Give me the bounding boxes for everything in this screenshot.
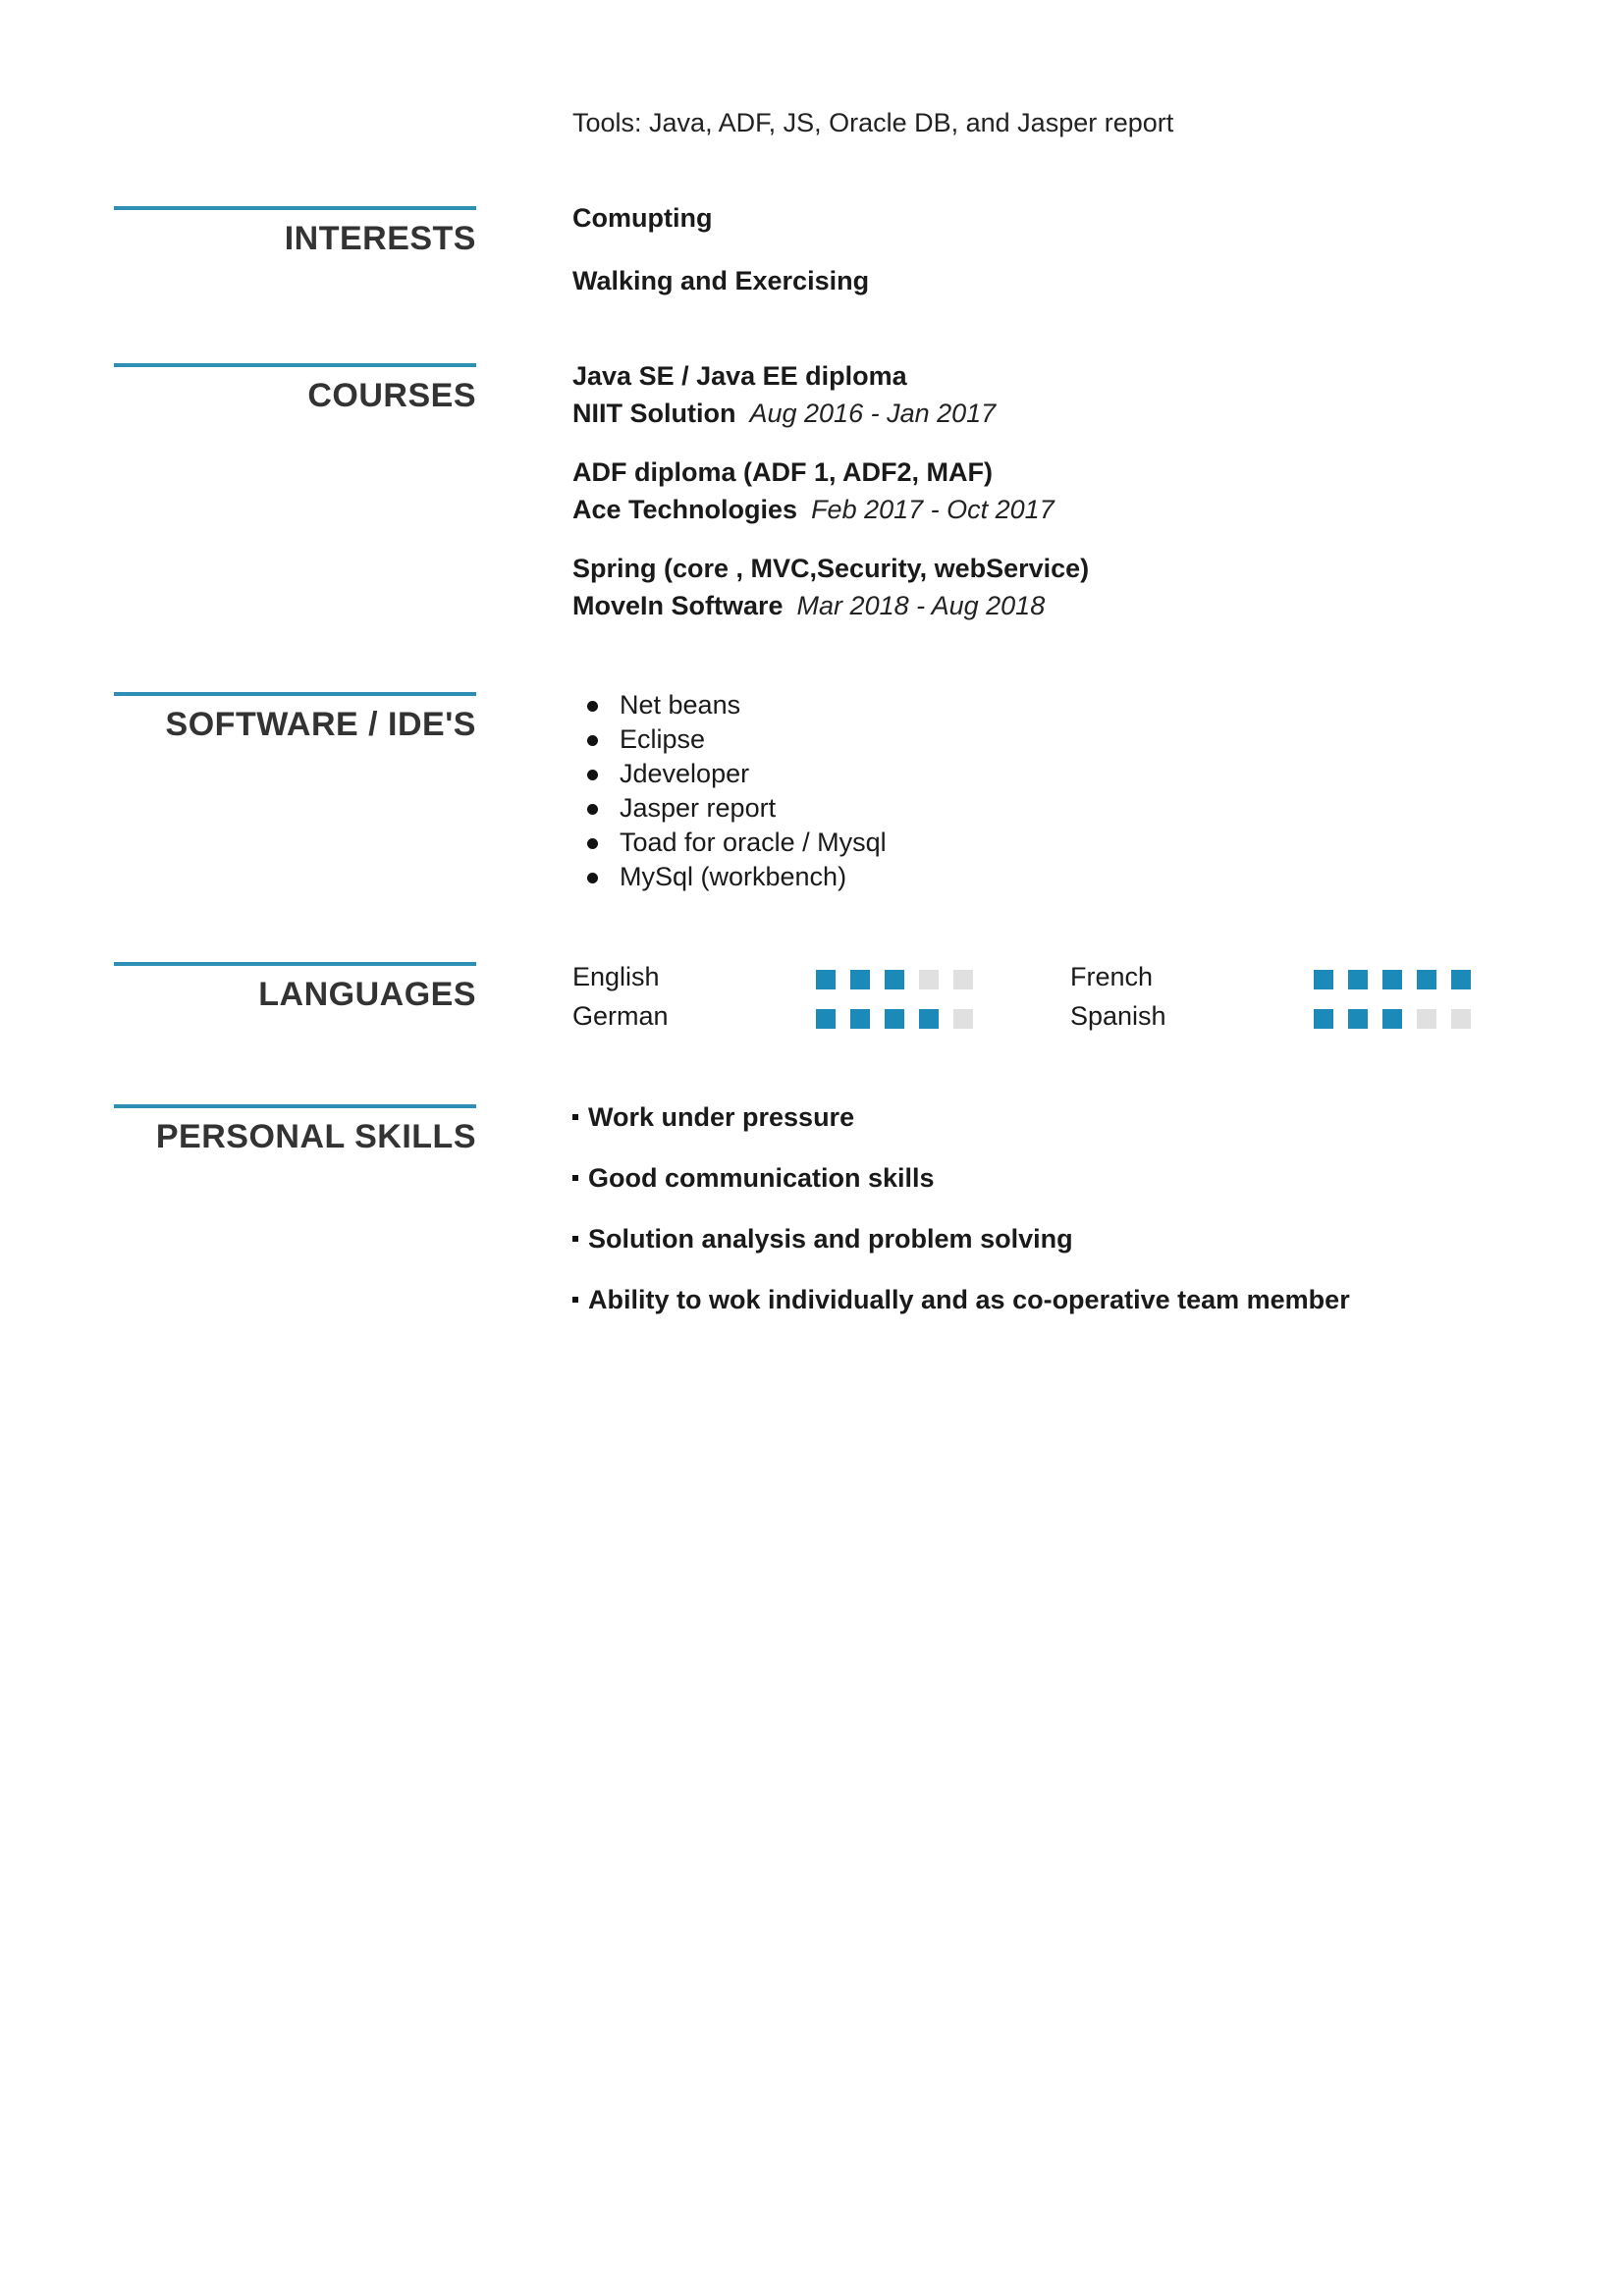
level-square-filled — [1417, 970, 1436, 989]
interest-item: Walking and Exercising — [572, 266, 870, 295]
bullet-icon — [587, 735, 598, 746]
software-item: Net beans — [572, 688, 1505, 722]
courses-title: COURSES — [307, 377, 476, 414]
software-item: Eclipse — [572, 722, 1505, 757]
course-school: Ace Technologies — [572, 495, 798, 524]
language-name: German — [572, 1001, 669, 1031]
skill-item: Work under pressure — [572, 1102, 1505, 1132]
level-square-filled — [1314, 970, 1333, 989]
course-dates: Mar 2018 - Aug 2018 — [796, 591, 1046, 620]
language-level — [816, 970, 973, 989]
interests-header — [114, 206, 476, 258]
skill-item: Ability to wok individually and as co-operative team member — [572, 1285, 1505, 1314]
level-square-filled — [850, 970, 870, 989]
bullet-icon — [587, 701, 598, 712]
course-item — [572, 550, 1505, 624]
level-square-filled — [1348, 970, 1368, 989]
square-bullet-icon — [572, 1236, 578, 1242]
level-square-empty — [1451, 1009, 1471, 1029]
course-item — [572, 454, 1505, 528]
bullet-icon — [587, 838, 598, 849]
software-title: SOFTWARE / IDE'S — [165, 706, 476, 743]
courses-header — [114, 363, 476, 415]
software-item: Jasper report — [572, 791, 1505, 826]
languages-title: LANGUAGES — [258, 976, 476, 1013]
skill-item: Good communication skills — [572, 1163, 1505, 1193]
course-dates: Feb 2017 - Oct 2017 — [811, 495, 1055, 524]
level-square-empty — [953, 1009, 973, 1029]
language-level — [1314, 970, 1471, 989]
level-square-filled — [1348, 1009, 1368, 1029]
level-square-filled — [816, 970, 836, 989]
personal-skills-header — [114, 1104, 476, 1156]
software-list-wrap — [572, 688, 1505, 894]
course-name: Java SE / Java EE diploma — [572, 361, 907, 391]
languages-header — [114, 962, 476, 1014]
level-square-filled — [885, 1009, 904, 1029]
language-name: French — [1070, 962, 1154, 991]
course-item — [572, 357, 1505, 432]
square-bullet-icon — [572, 1114, 578, 1120]
level-square-filled — [1382, 970, 1402, 989]
tools-line: Tools: Java, ADF, JS, Oracle DB, and Jasper report — [572, 108, 1174, 137]
square-bullet-icon — [572, 1175, 578, 1181]
bullet-icon — [587, 804, 598, 815]
level-square-filled — [816, 1009, 836, 1029]
level-square-filled — [1314, 1009, 1333, 1029]
skill-item: Solution analysis and problem solving — [572, 1224, 1505, 1254]
software-item: MySql (workbench) — [572, 860, 1505, 894]
language-level — [816, 1009, 973, 1029]
course-name: Spring (core , MVC,Security, webService) — [572, 554, 1090, 583]
language-name: Spanish — [1070, 1001, 1166, 1031]
level-square-filled — [919, 1009, 939, 1029]
bullet-icon — [587, 873, 598, 883]
interests-list — [572, 204, 1505, 330]
personal-skills-title: PERSONAL SKILLS — [155, 1118, 476, 1155]
level-square-filled — [850, 1009, 870, 1029]
software-header — [114, 692, 476, 744]
course-school: NIIT Solution — [572, 399, 736, 428]
software-item: Toad for oracle / Mysql — [572, 826, 1505, 860]
course-school: MoveIn Software — [572, 591, 784, 620]
level-square-empty — [953, 970, 973, 989]
languages-grid — [572, 962, 1505, 1041]
software-item: Jdeveloper — [572, 757, 1505, 791]
language-level — [1314, 1009, 1471, 1029]
interests-title: INTERESTS — [284, 220, 476, 257]
bullet-icon — [587, 770, 598, 780]
courses-list — [572, 357, 1505, 646]
interest-item: Comupting — [572, 203, 713, 233]
software-list — [572, 688, 1505, 894]
level-square-filled — [885, 970, 904, 989]
course-dates: Aug 2016 - Jan 2017 — [749, 399, 997, 428]
level-square-empty — [919, 970, 939, 989]
languages-grid-wrap — [572, 962, 1505, 1041]
language-name: English — [572, 962, 660, 991]
level-square-empty — [1417, 1009, 1436, 1029]
level-square-filled — [1382, 1009, 1402, 1029]
course-name: ADF diploma (ADF 1, ADF2, MAF) — [572, 457, 993, 487]
level-square-filled — [1451, 970, 1471, 989]
personal-skills-list — [572, 1102, 1505, 1346]
square-bullet-icon — [572, 1297, 578, 1303]
